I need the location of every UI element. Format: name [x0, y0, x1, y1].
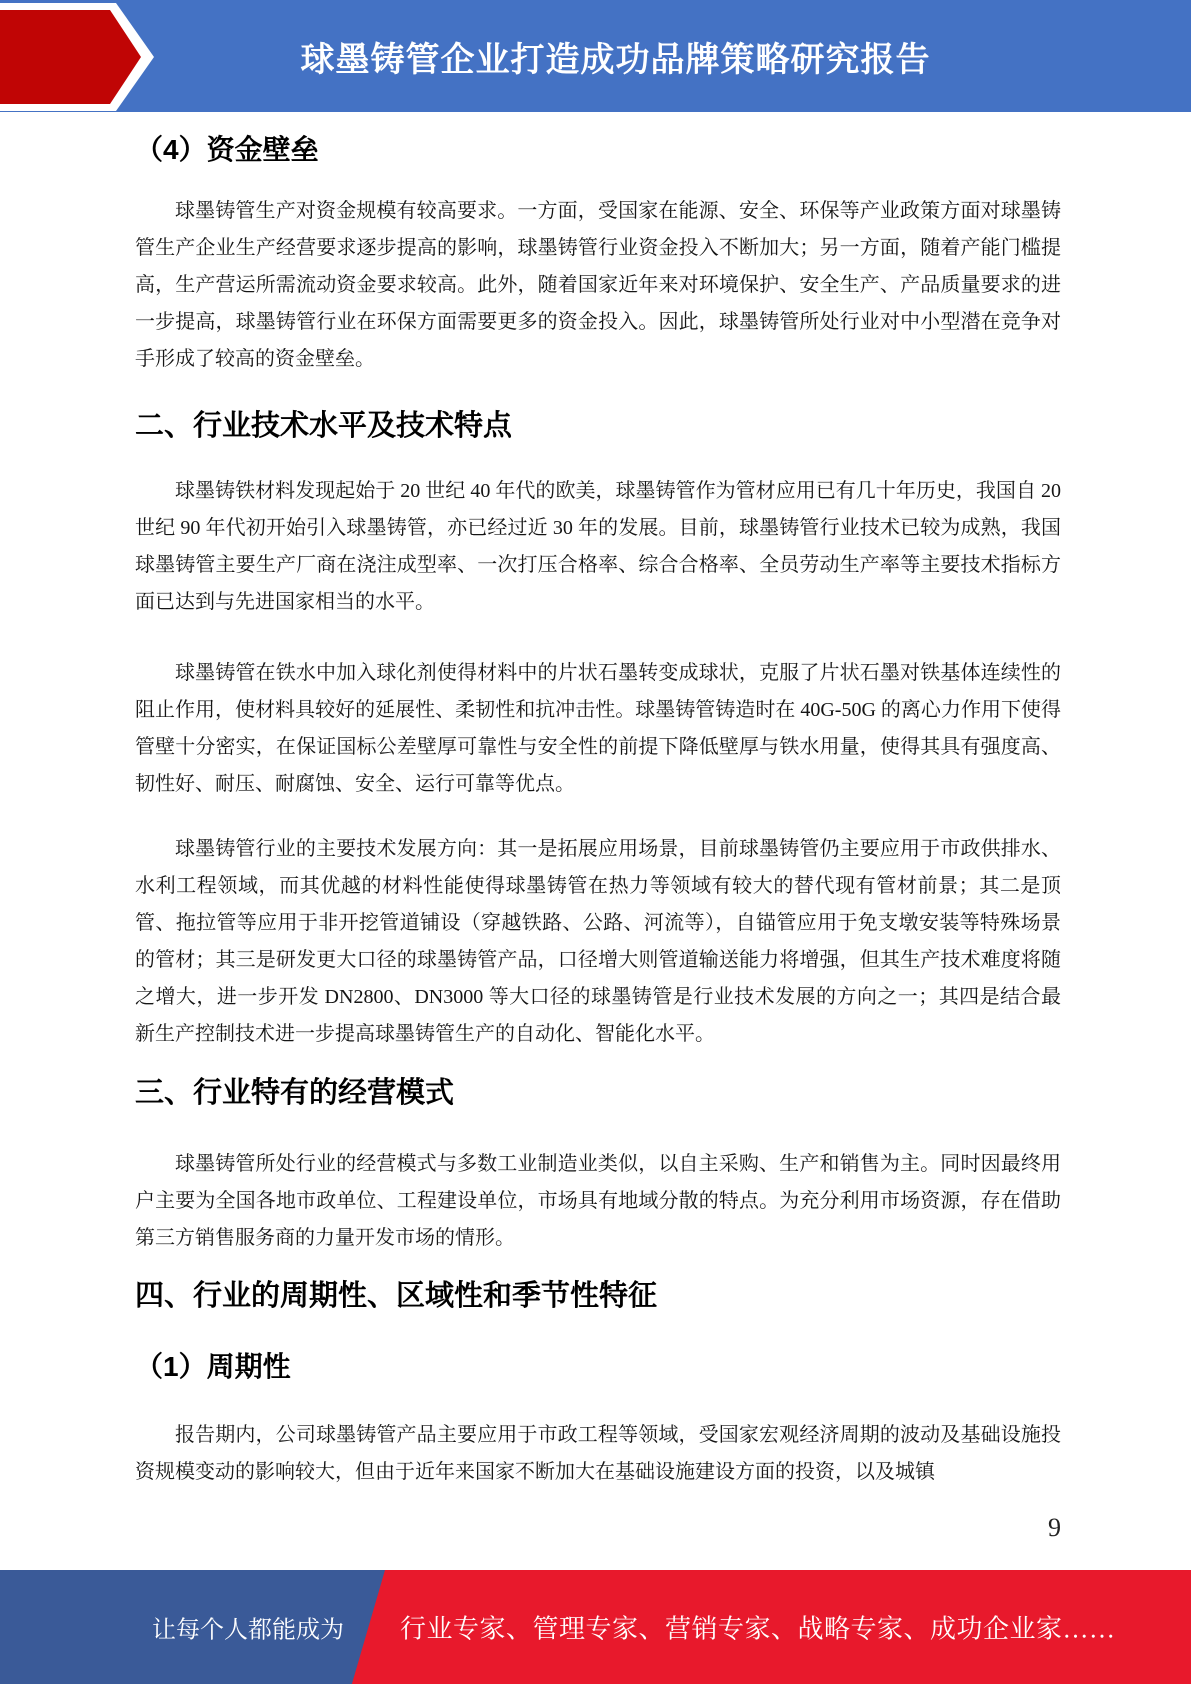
report-title: 球墨铸管企业打造成功品牌策略研究报告: [300, 40, 931, 79]
paragraph-material-properties: 球墨铸管在铁水中加入球化剂使得材料中的片状石墨转变成球状，克服了片状石墨对铁基体连续性的阻止作用，使材料具较好的延展性、柔韧性和抗冲击性。球墨铸管铸造时在 40G-50G 的离心力作用下使得管壁十分密实，在保证国标公差壁厚可靠性与安全性的前提下降低壁厚与铁水用量，使得其具有强度高、韧性好、耐压、耐腐蚀、安全、运行可靠等优点。: [135, 662, 1061, 795]
page-footer: [0, 1570, 1191, 1684]
footer-slogan-left: 让每个人都能成为: [152, 1617, 344, 1644]
page-content: [0, 112, 1191, 1543]
page-number: 9: [1048, 1513, 1061, 1542]
section-heading-cyclicality-regionality-seasonality: 四、行业的周期性、区域性和季节性特征: [135, 1280, 658, 1312]
subsection-heading-cyclicality: （1）周期性: [135, 1351, 291, 1382]
paragraph-technology-directions: 球墨铸管行业的主要技术发展方向：其一是拓展应用场景，目前球墨铸管仍主要应用于市政供排水、水利工程领域，而其优越的材料性能使得球墨铸管在热力等领域有较大的替代现有管材前景；其二是顶管、拖拉管等应用于非开挖管道铺设（穿越铁路、公路、河流等），自锚管应用于免支墩安装等特殊场景的管材；其三是研发更大口径的球墨铸管产品，口径增大则管道输送能力将增强，但其生产技术难度将随之增大，进一步开发 DN2800、DN3000 等大口径的球墨铸管是行业技术发展的方向之一；其四是结合最新生产控制技术进一步提高球墨铸管生产的自动化、智能化水平。: [135, 838, 1061, 1045]
red-chevron-arrow-icon: [0, 0, 160, 112]
section-heading-industry-technology: 二、行业技术水平及技术特点: [135, 410, 513, 442]
section-heading-business-model: 三、行业特有的经营模式: [135, 1077, 455, 1109]
subsection-heading-capital-barrier: （4）资金壁垒: [135, 134, 319, 165]
paragraph-business-model: 球墨铸管所处行业的经营模式与多数工业制造业类似，以自主采购、生产和销售为主。同时因最终用户主要为全国各地市政单位、工程建设单位，市场具有地域分散的特点。为充分利用市场资源，存在借助第三方销售服务商的力量开发市场的情形。: [135, 1153, 1061, 1249]
footer-slogan-right: 行业专家、管理专家、营销专家、战略专家、成功企业家……: [400, 1614, 1116, 1644]
page-header: [0, 0, 1191, 112]
paragraph-technology-history: 球墨铸铁材料发现起始于 20 世纪 40 年代的欧美，球墨铸管作为管材应用已有几十年历史，我国自 20 世纪 90 年代初开始引入球墨铸管，亦已经过近 30 年的发展。目前，球墨铸管行业技术已较为成熟，我国球墨铸管主要生产厂商在浇注成型率、一次打压合格率、综合合格率、全员劳动生产率等主要技术指标方面已达到与先进国家相当的水平。: [135, 480, 1061, 613]
paragraph-capital-barrier: 球墨铸管生产对资金规模有较高要求。一方面，受国家在能源、安全、环保等产业政策方面对球墨铸管生产企业生产经营要求逐步提高的影响，球墨铸管行业资金投入不断加大；另一方面，随着产能门槛提高，生产营运所需流动资金要求较高。此外，随着国家近年来对环境保护、安全生产、产品质量要求的进一步提高，球墨铸管行业在环保方面需要更多的资金投入。因此，球墨铸管所处行业对中小型潜在竞争对手形成了较高的资金壁垒。: [135, 200, 1061, 370]
paragraph-cyclicality: 报告期内，公司球墨铸管产品主要应用于市政工程等领域，受国家宏观经济周期的波动及基础设施投资规模变动的影响较大，但由于近年来国家不断加大在基础设施建设方面的投资，以及城镇: [135, 1424, 1061, 1483]
